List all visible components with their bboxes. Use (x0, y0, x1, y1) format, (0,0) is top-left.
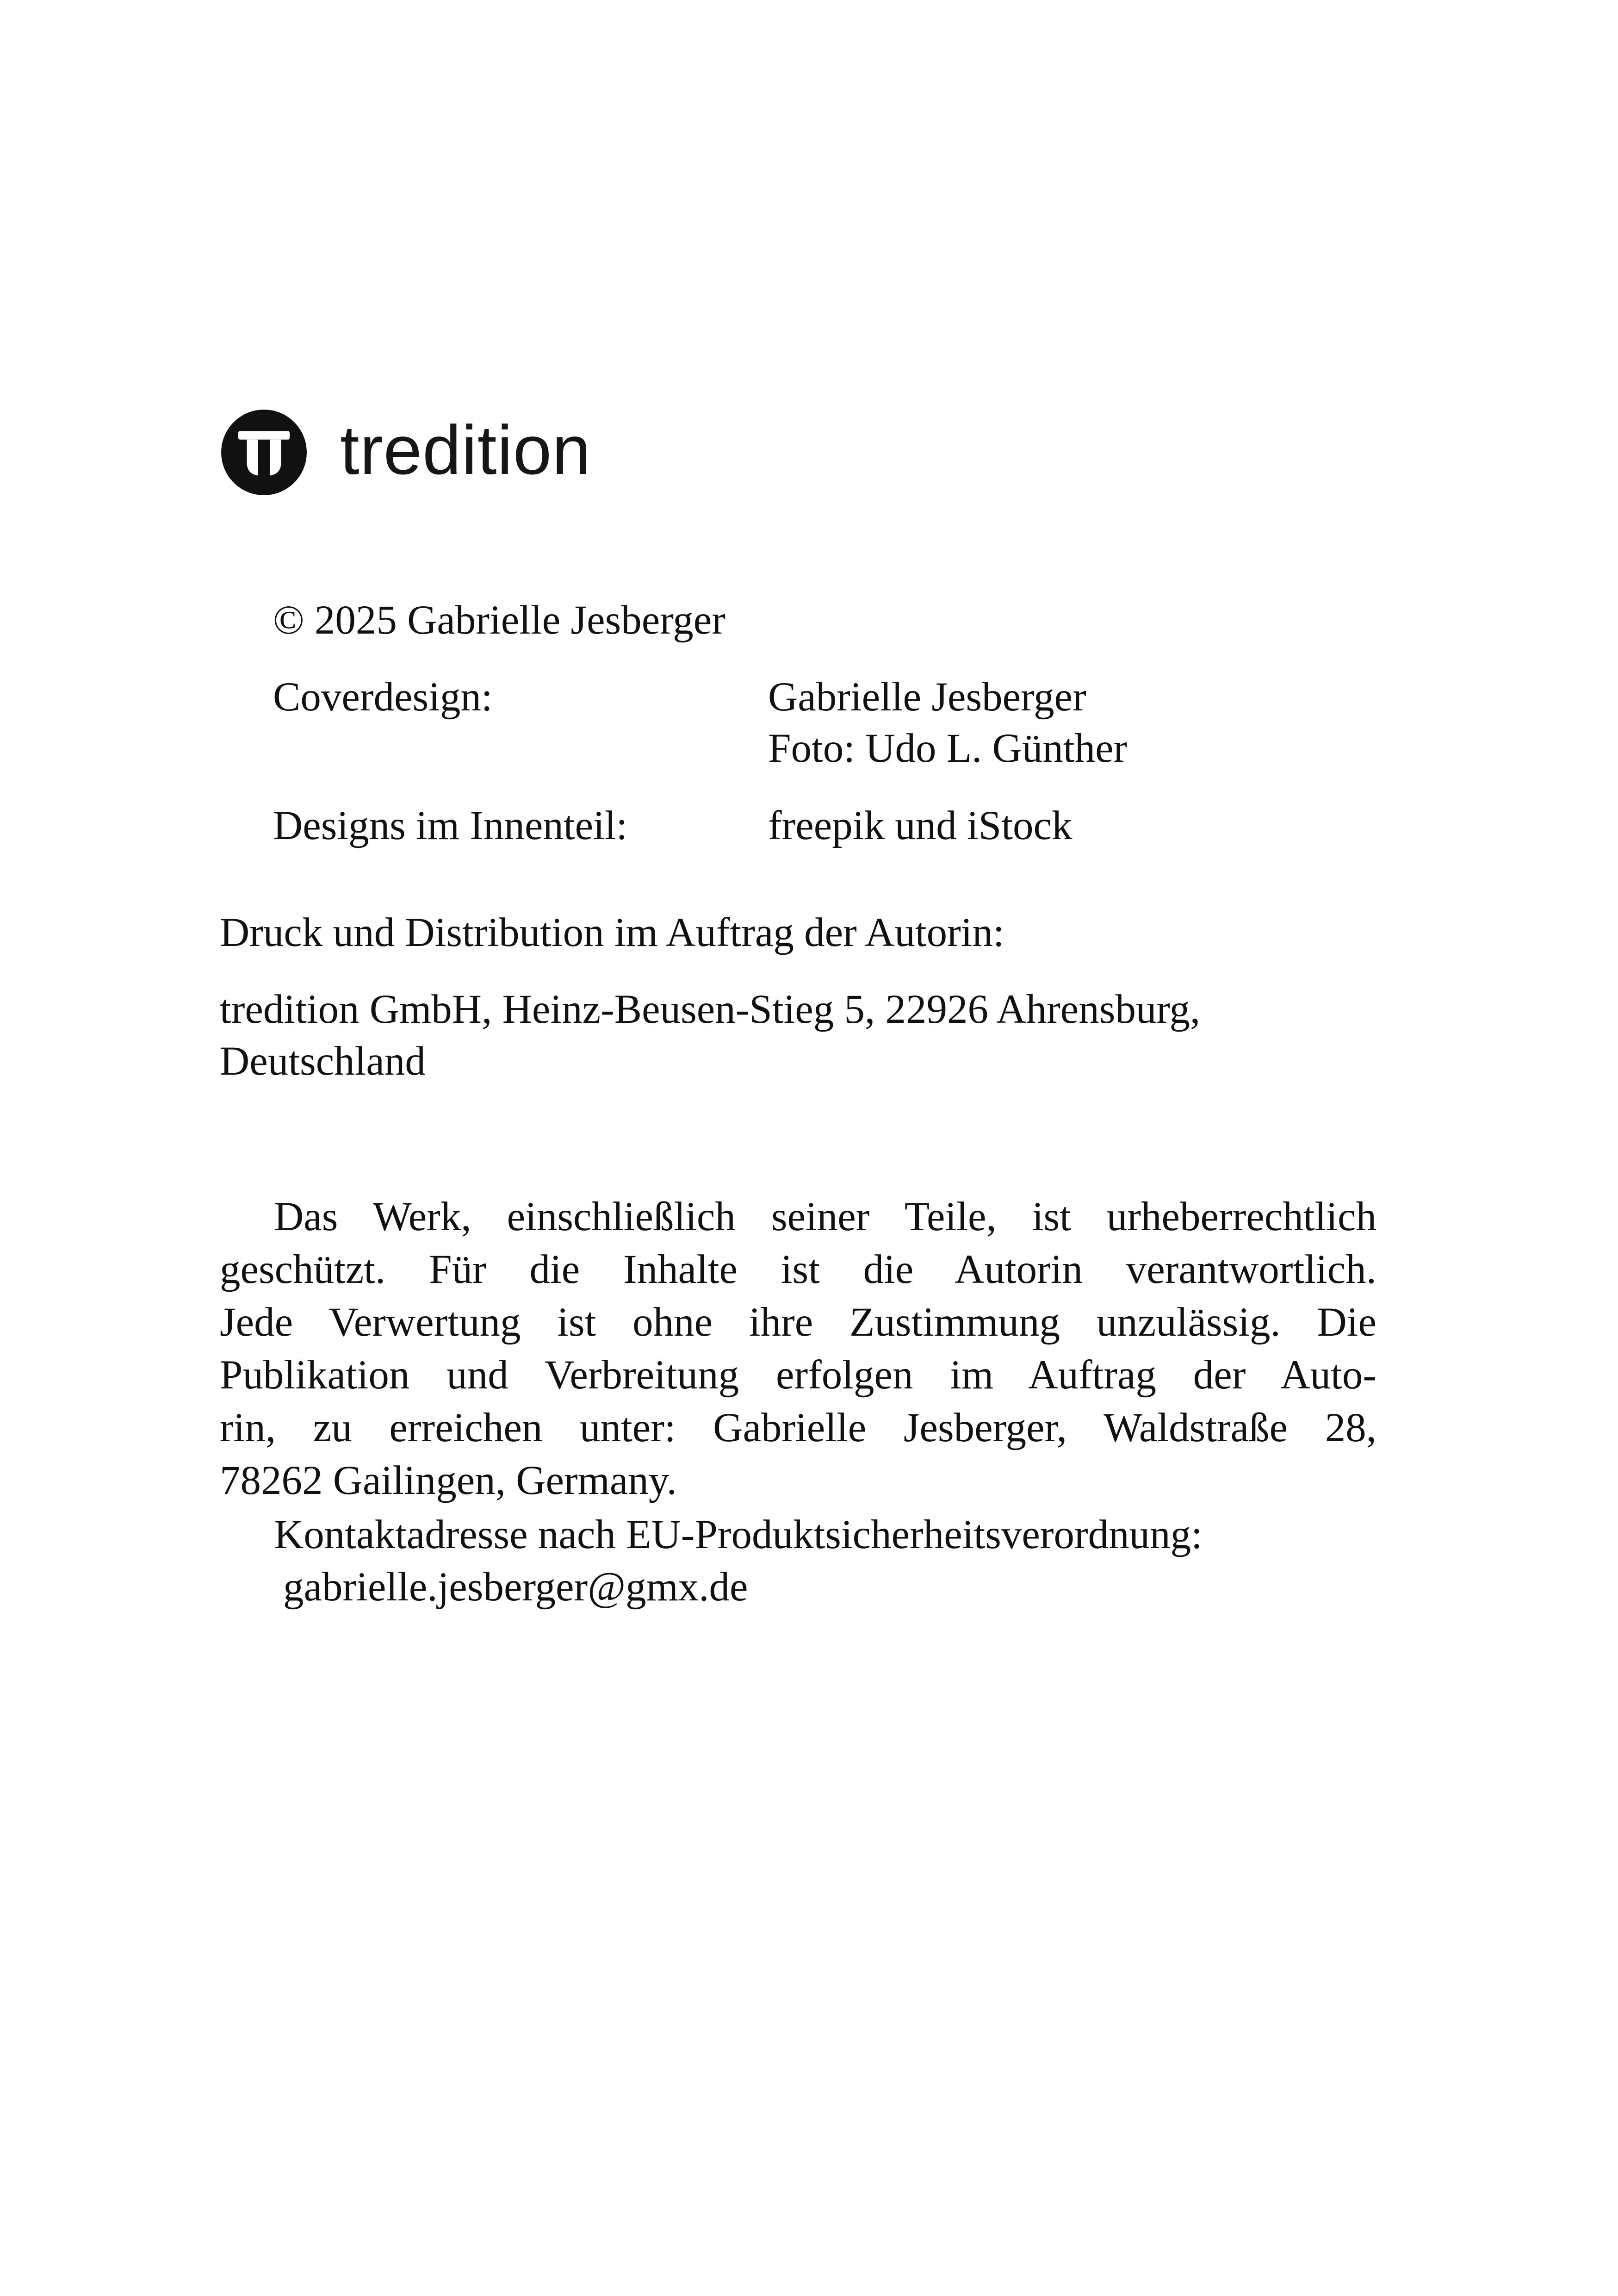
interior-designs-label: Designs im Innenteil: (273, 803, 628, 848)
coverdesign-photo-credit: Foto: Udo L. Günther (768, 726, 1128, 771)
copyright-line: © 2025 Gabrielle Jesberger (273, 597, 725, 643)
copyright-notice (220, 1190, 1376, 1507)
copyright-notice-line: Jede Verwertung ist ohne ihre Zustimmung unzulässig. Die (220, 1300, 1376, 1345)
copyright-notice-line: Publikation und Verbreitung erfolgen im Auftrag der Auto- (220, 1352, 1376, 1398)
interior-designs-value: freepik und iStock (768, 803, 1072, 848)
tredition-logo-icon (221, 410, 307, 495)
publisher-address-line: tredition GmbH, Heinz-Beusen-Stieg 5, 22926 Ahrensburg, (220, 987, 1201, 1032)
coverdesign-label: Coverdesign: (273, 674, 493, 720)
copyright-notice-line: Das Werk, einschließlich seiner Teile, ist urheberrechtlich (274, 1194, 1376, 1239)
publisher-logo-wordmark: tredition (340, 411, 591, 489)
contact-address-heading: Kontaktadresse nach EU-Produktsicherheitsverordnung: (274, 1512, 1203, 1557)
publisher-address-line: Deutschland (220, 1039, 426, 1084)
contact-email: gabrielle.jesberger@gmx.de (283, 1564, 748, 1610)
print-distribution-heading: Druck und Distribution im Auftrag der Autorin: (220, 910, 1004, 955)
copyright-notice-line: rin, zu erreichen unter: Gabrielle Jesberger, Waldstraße 28, (220, 1405, 1376, 1450)
publisher-logo (221, 410, 591, 495)
copyright-notice-line: geschützt. Für die Inhalte ist die Autorin verantwortlich. (220, 1247, 1376, 1292)
copyright-notice-line: 78262 Gailingen, Germany. (220, 1458, 677, 1503)
coverdesign-value: Gabrielle Jesberger (768, 674, 1086, 720)
